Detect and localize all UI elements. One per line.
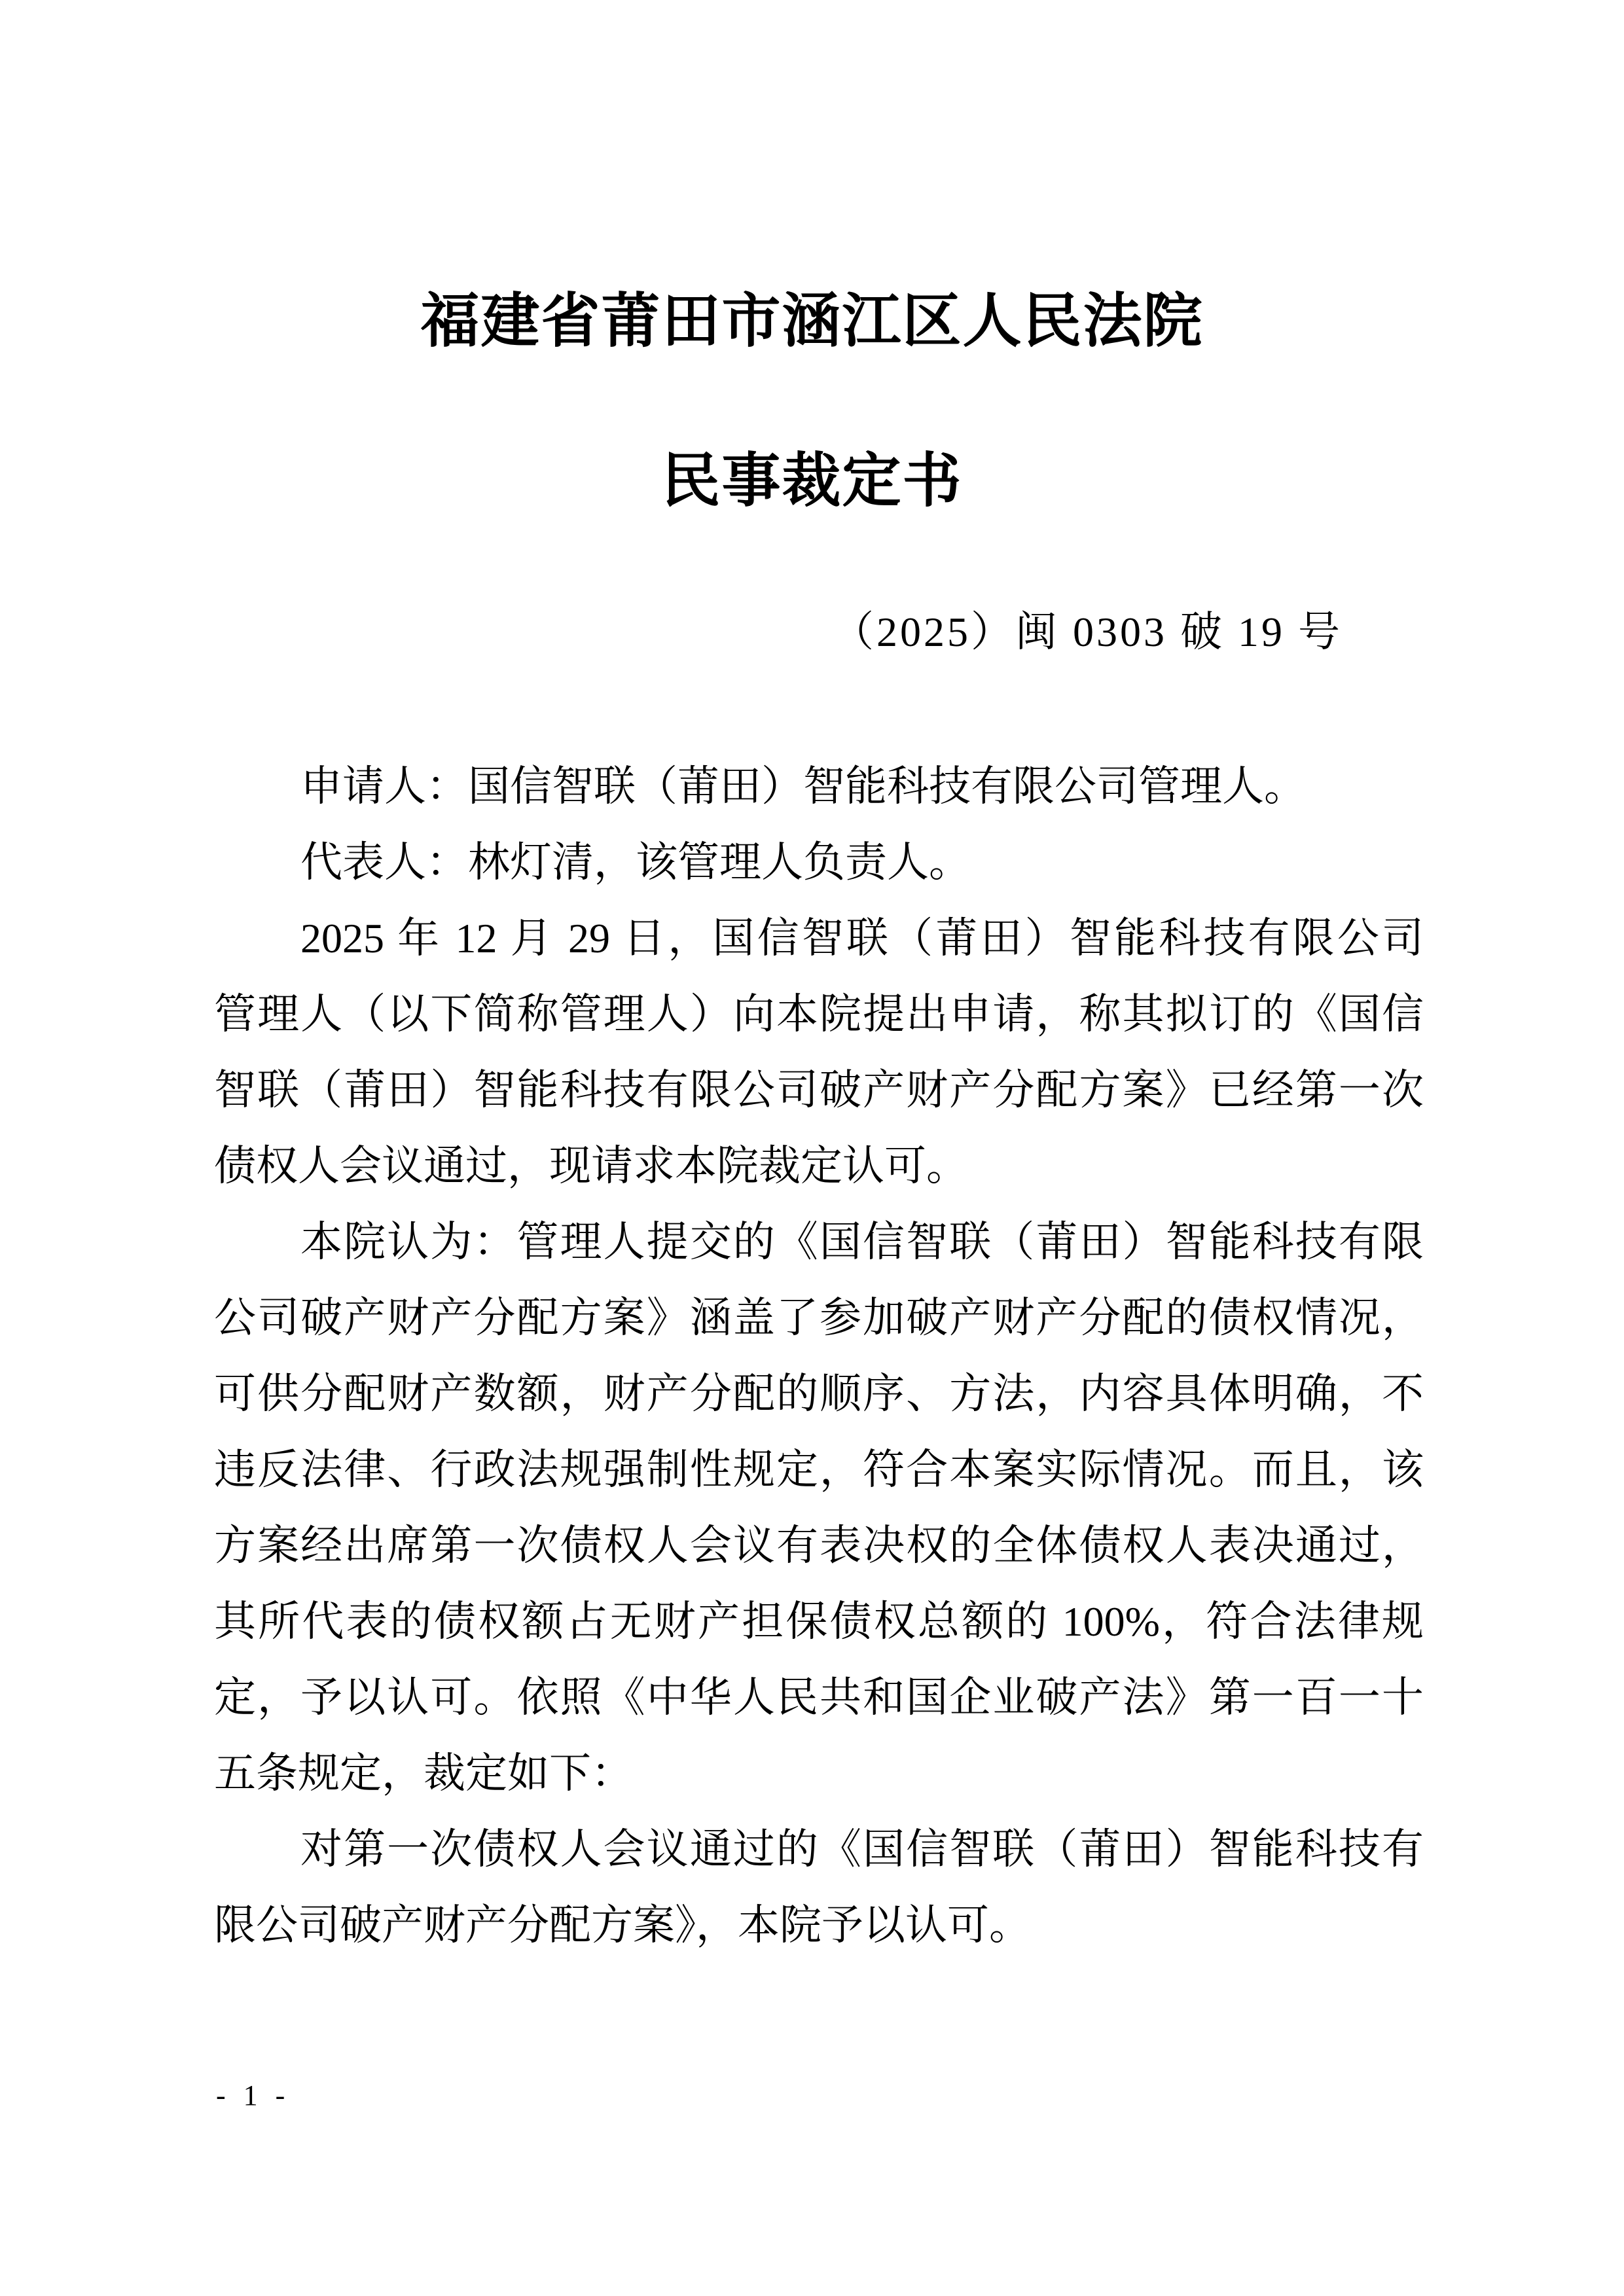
- body-line: 定，予以认可。依照《中华人民共和国企业破产法》第一百一十: [214, 1674, 1424, 1721]
- body-line: 债权人会议通过，现请求本院裁定认可。: [214, 1143, 968, 1189]
- body-line: 管理人（以下简称管理人）向本院提出申请，称其拟订的《国信: [214, 991, 1424, 1037]
- body-line: 可供分配财产数额，财产分配的顺序、方法，内容具体明确，不: [214, 1371, 1424, 1417]
- body-line: 对第一次债权人会议通过的《国信智联（莆田）智能科技有: [300, 1826, 1424, 1873]
- document-type-title: 民事裁定书: [661, 449, 963, 514]
- body-line: 五条规定，裁定如下：: [214, 1750, 633, 1797]
- body-line: 代表人：林灯清，该管理人负责人。: [300, 839, 971, 886]
- body-line: 申请人：国信智联（莆田）智能科技有限公司管理人。: [300, 763, 1306, 810]
- body-line: 限公司破产财产分配方案》，本院予以认可。: [214, 1902, 1031, 1948]
- court-name-title: 福建省莆田市涵江区人民法院: [420, 289, 1204, 354]
- body-line: 其所代表的债权额占无财产担保债权总额的 100%，符合法律规: [214, 1598, 1424, 1645]
- body-line: 违反法律、行政法规强制性规定，符合本案实际情况。而且，该: [214, 1446, 1424, 1493]
- body-line: 智联（莆田）智能科技有限公司破产财产分配方案》已经第一次: [214, 1067, 1424, 1113]
- page-number-footer: - 1 -: [216, 2079, 291, 2111]
- body-line: 2025 年 12 月 29 日，国信智联（莆田）智能科技有限公司: [300, 915, 1424, 961]
- body-line: 公司破产财产分配方案》涵盖了参加破产财产分配的债权情况，: [214, 1295, 1424, 1341]
- case-number: （2025）闽 0303 破 19 号: [832, 609, 1343, 655]
- body-text: [214, 749, 1424, 1964]
- body-line: 本院认为：管理人提交的《国信智联（莆田）智能科技有限: [300, 1219, 1424, 1265]
- body-line: 方案经出席第一次债权人会议有表决权的全体债权人表决通过，: [214, 1522, 1424, 1569]
